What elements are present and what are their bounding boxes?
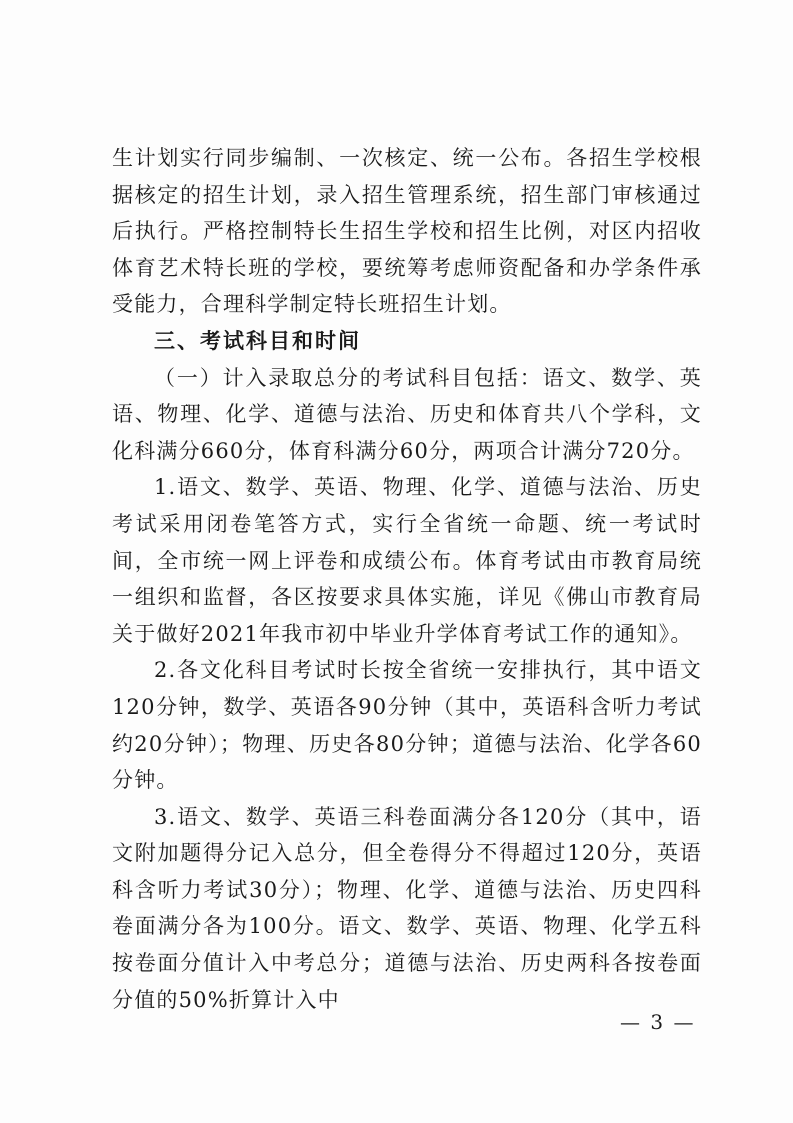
paragraph-exam-duration: 2.各文化科目考试时长按全省统一安排执行，其中语文120分钟，数学、英语各90分钟（其中，英语科含听力考试约20分钟）；物理、历史各80分钟；道德与法治、化学各60分钟。 — [112, 658, 702, 793]
page-number: — 3 — — [620, 1010, 696, 1034]
section-heading: 三、考试科目和时间 — [154, 328, 361, 353]
paragraph-full-marks: 3.语文、数学、英语三科卷面满分各120分（其中，语文附加题得分记入总分，但全卷得分不得超过120分，英语科含听力考试30分）；物理、化学、道德与法治、历史四科卷面满分各为100分。语文、数学、英语、物理、化学五科按卷面分值计入中考总分；道德与法治、历史两科各按卷面分值的50%折算计入中 — [112, 804, 702, 1012]
document-body — [112, 140, 702, 1018]
paragraph-continuation: 生计划实行同步编制、一次核定、统一公布。各招生学校根据核定的招生计划，录入招生管理系统，招生部门审核通过后执行。严格控制特长生招生学校和招生比例，对区内招收体育艺术特长班的学校，要统筹考虑师资配备和办学条件承受能力，合理科学制定特长班招生计划。 — [112, 146, 702, 317]
paragraph-subjects: （一）计入录取总分的考试科目包括：语文、数学、英语、物理、化学、道德与法治、历史和体育共八个学科，文化科满分660分，体育科满分60分，两项合计满分720分。 — [112, 365, 702, 463]
paragraph-exam-method: 1.语文、数学、英语、物理、化学、道德与法治、历史考试采用闭卷笔答方式，实行全省统一命题、统一考试时间，全市统一网上评卷和成绩公布。体育考试由市教育局统一组织和监督，各区按要求具体实施，详见《佛山市教育局关于做好2021年我市初中毕业升学体育考试工作的通知》。 — [112, 475, 702, 646]
